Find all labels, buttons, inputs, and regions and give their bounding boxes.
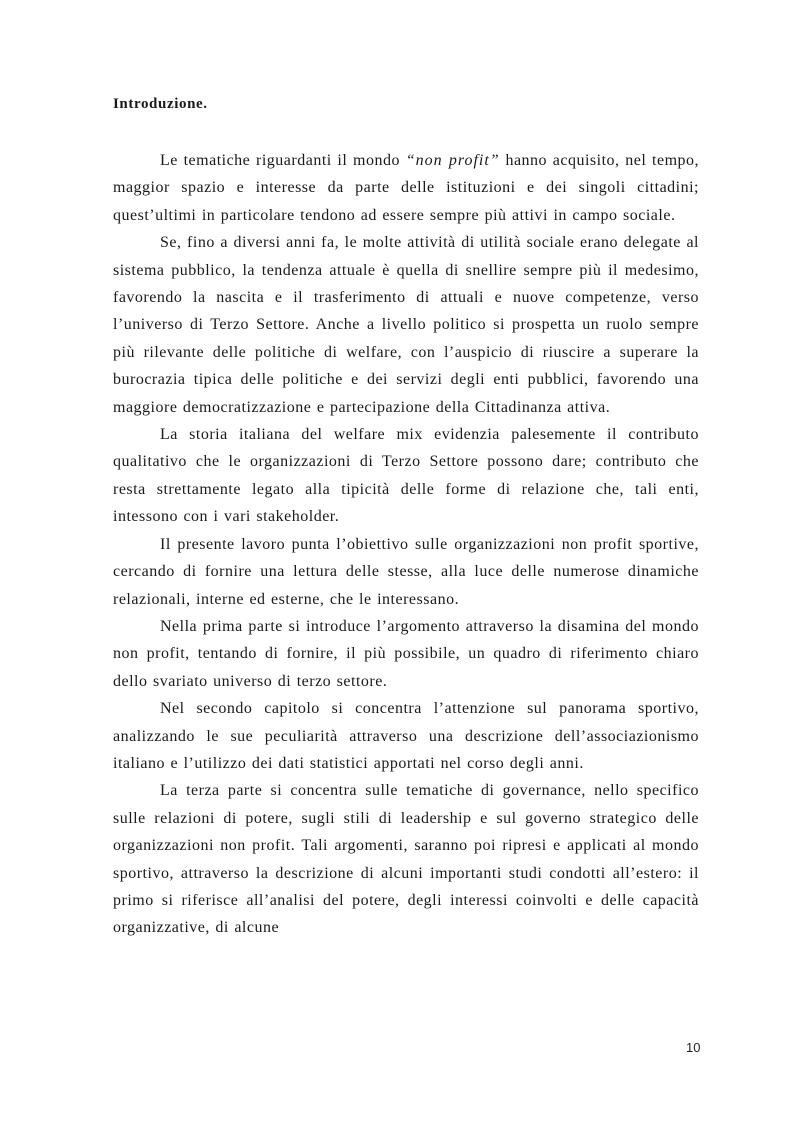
paragraph-1-end: hanno acquisito, nel tempo, maggior spazio e interesse da parte delle istituzioni e dei singoli cittadini; quest’ultimi in particolare tendono ad essere sempre più attivi in campo sociale. (113, 152, 700, 224)
page-heading: Introduzione. (113, 96, 208, 112)
paragraph-1 (113, 147, 699, 229)
paragraph-6: Nel secondo capitolo si concentra l’attenzione sul panorama sportivo, analizzando le sue peculiarità attraverso una descrizione dell’associazionismo italiano e l’utilizzo dei dati statistici apportati nel corso degli anni. (113, 700, 699, 772)
paragraph-7: La terza parte si concentra sulle tematiche di governance, nello specifico sulle relazioni di potere, sugli stili di leadership e sul governo strategico delle organizzazioni non profit. Tali argomenti, saranno poi ripresi e applicati al mondo sportivo, attraverso la descrizione di alcuni importanti studi condotti all’estero: il primo si riferisce all’analisi del potere, degli interessi coinvolti e delle capacità organizzative, di alcune (113, 782, 699, 937)
body-text (113, 147, 699, 942)
paragraph-2: Se, fino a diversi anni fa, le molte attività di utilità sociale erano delegate al sistema pubblico, la tendenza attuale è quella di snellire sempre più il medesimo, favorendo la nascita e il trasferimento di attuali e nuove competenze, verso l’universo di Terzo Settore. Anche a livello politico si prospetta un ruolo sempre più rilevante delle politiche di welfare, con l’auspicio di riuscire a superare la burocrazia tipica delle politiche e dei servizi degli enti pubblici, favorendo una maggiore democratizzazione e partecipazione della Cittadinanza attiva. (113, 234, 699, 416)
page-number: 10 (686, 1040, 701, 1055)
paragraph-3: La storia italiana del welfare mix evidenzia palesemente il contributo qualitativo che le organizzazioni di Terzo Settore possono dare; contributo che resta strettamente legato alla tipicità delle forme di relazione che, tali enti, intessono con i vari stakeholder. (113, 426, 699, 526)
document-page (113, 0, 699, 1123)
paragraph-5: Nella prima parte si introduce l’argomento attraverso la disamina del mondo non profit, tentando di fornire, il più possibile, un quadro di riferimento chiaro dello svariato universo di terzo settore. (113, 617, 699, 690)
paragraph-4: Il presente lavoro punta l’obiettivo sulle organizzazioni non profit sportive, cercando di fornire una lettura delle stesse, alla luce delle numerose dinamiche relazionali, interne ed esterne, che le interessano. (113, 535, 699, 608)
paragraph-1-emphasis: “non profit” (405, 152, 500, 169)
paragraph-1-start: Le tematiche riguardanti il mondo (160, 152, 406, 169)
